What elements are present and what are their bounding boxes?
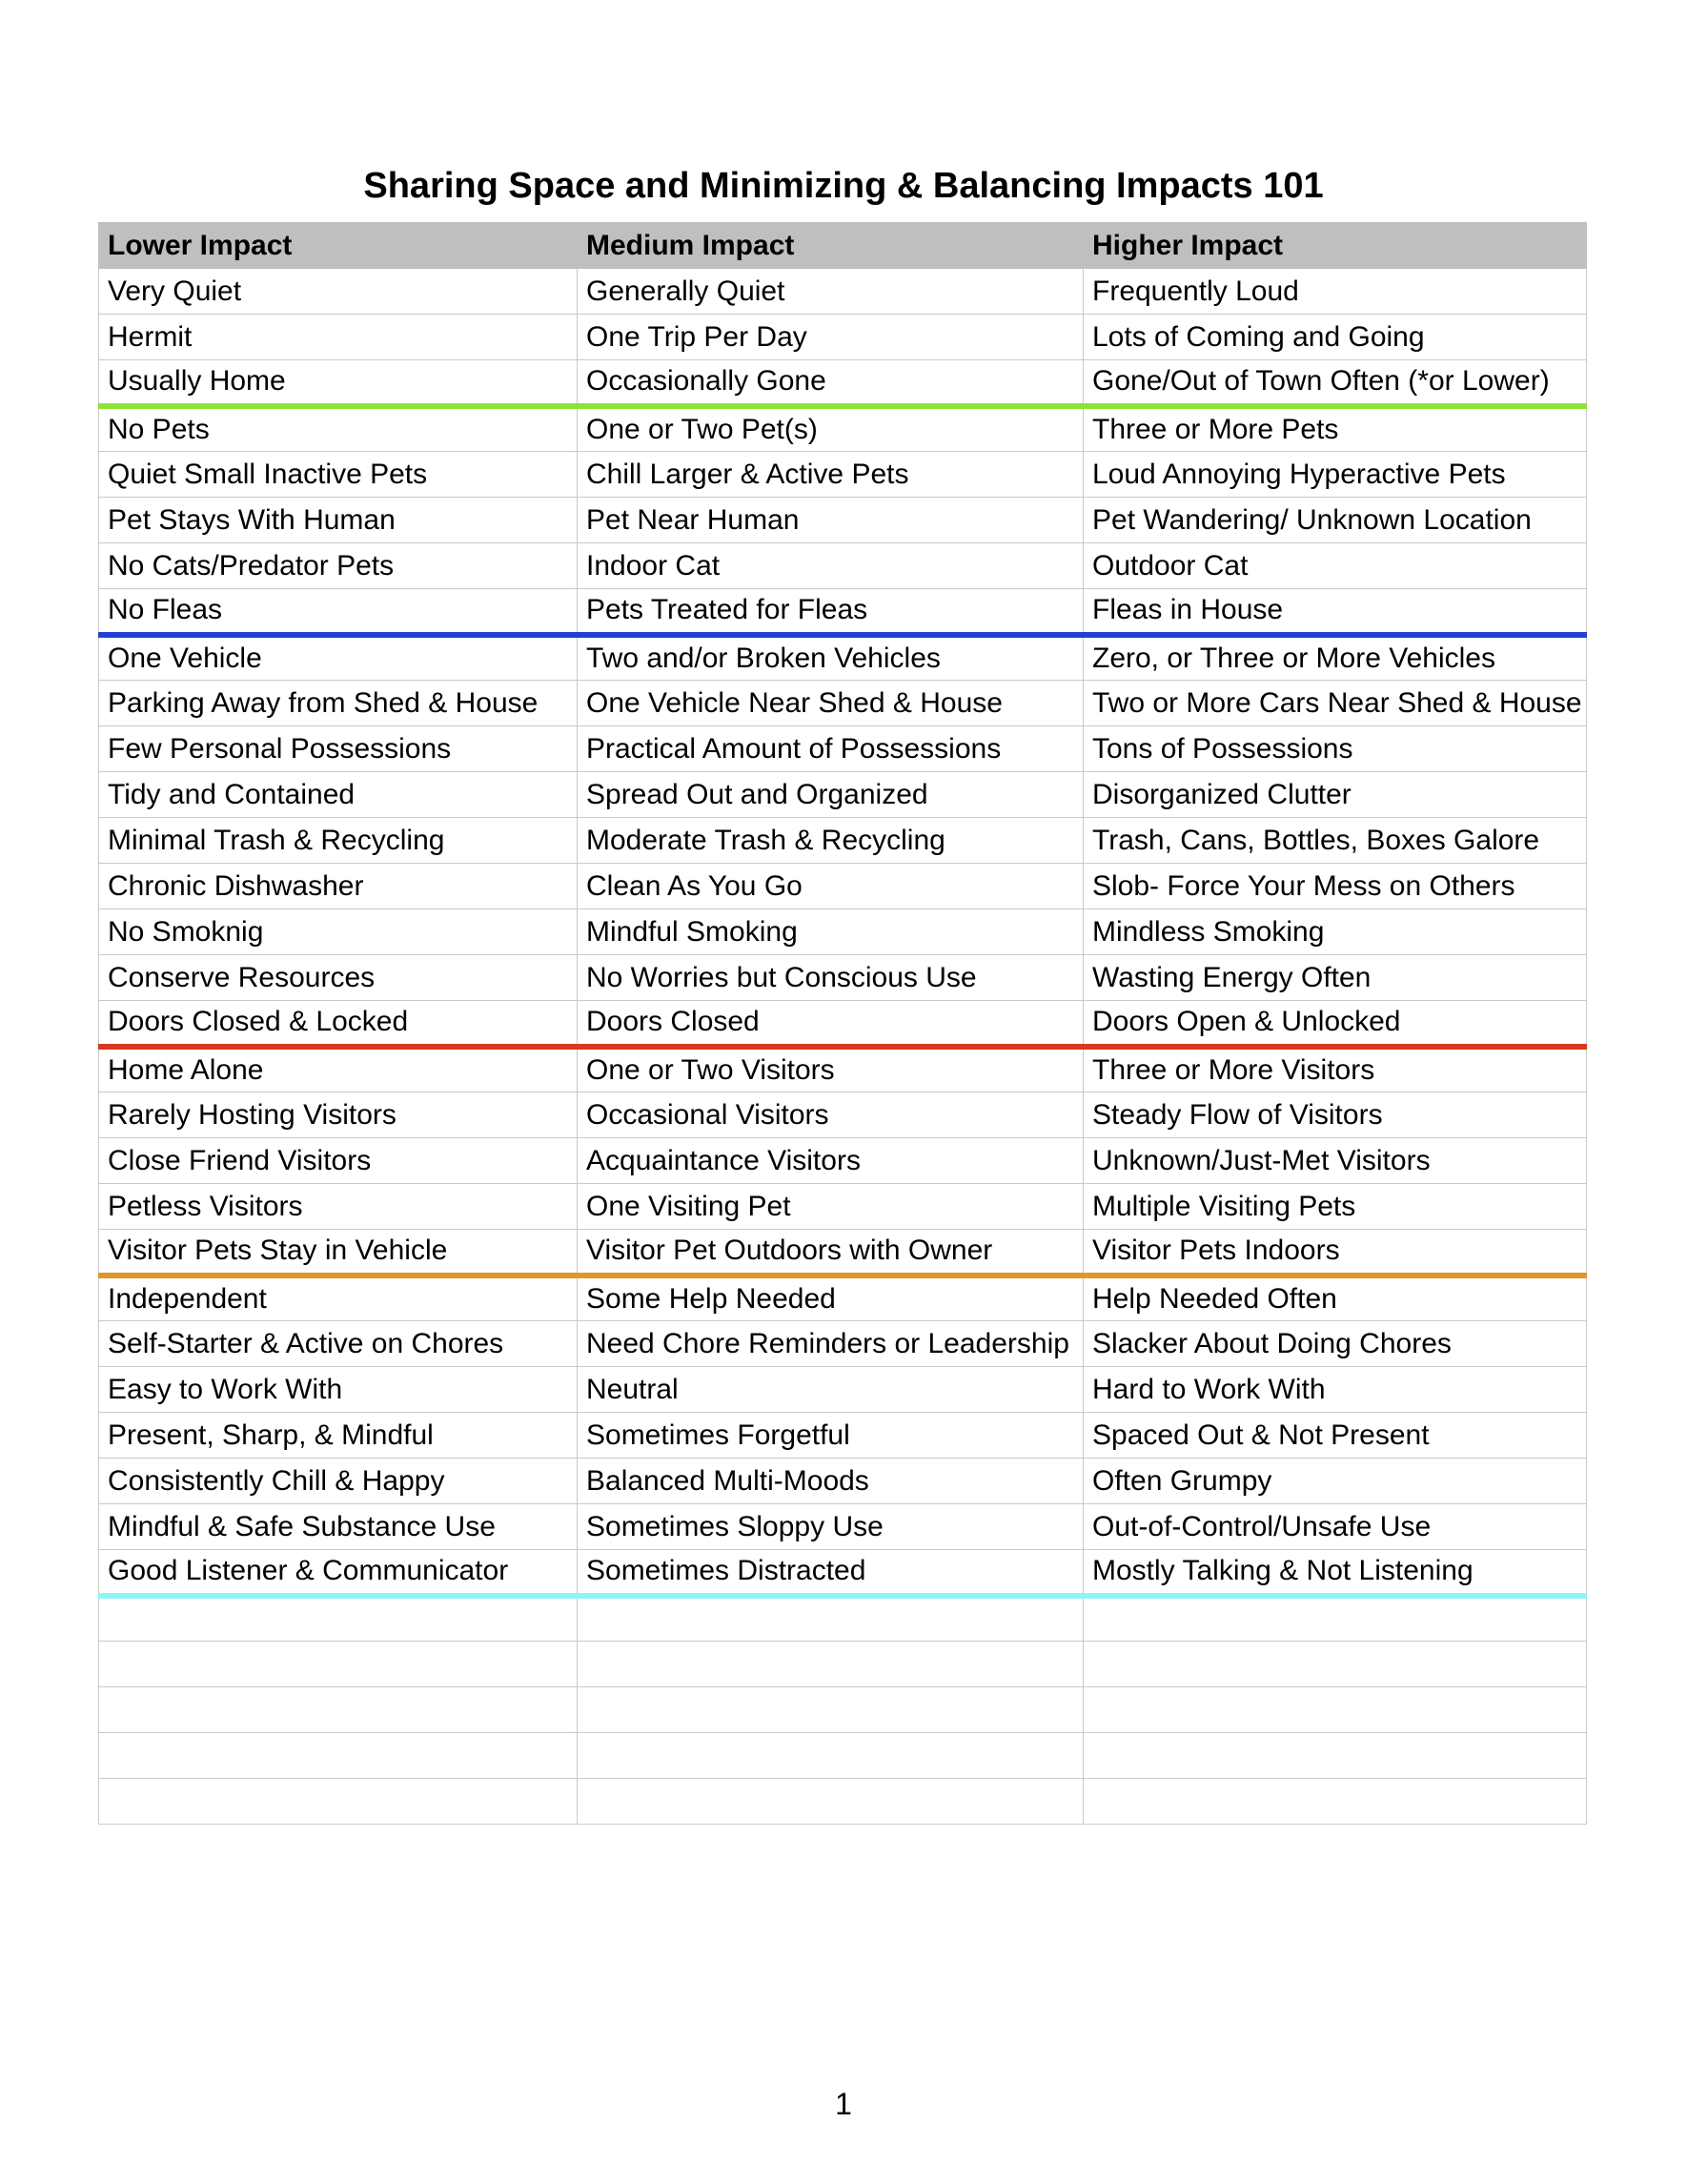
- table-row: [99, 1550, 1587, 1596]
- medium-impact-cell: Two and/or Broken Vehicles: [578, 635, 1084, 681]
- medium-impact-cell: Acquaintance Visitors: [578, 1138, 1084, 1184]
- medium-impact-cell: [578, 1642, 1084, 1687]
- medium-impact-cell: One or Two Visitors: [578, 1047, 1084, 1092]
- higher-impact-cell: Loud Annoying Hyperactive Pets: [1084, 452, 1587, 498]
- higher-impact-cell: Frequently Loud: [1084, 269, 1587, 315]
- lower-impact-cell: Doors Closed & Locked: [99, 1001, 578, 1047]
- higher-impact-cell: Slob- Force Your Mess on Others: [1084, 864, 1587, 909]
- higher-impact-cell: Three or More Pets: [1084, 406, 1587, 452]
- lower-impact-cell: Close Friend Visitors: [99, 1138, 578, 1184]
- medium-impact-cell: Practical Amount of Possessions: [578, 726, 1084, 772]
- higher-impact-cell: Fleas in House: [1084, 589, 1587, 635]
- table-row: [99, 1459, 1587, 1504]
- higher-impact-cell: Tons of Possessions: [1084, 726, 1587, 772]
- table-row: [99, 1001, 1587, 1047]
- table-row: [99, 498, 1587, 543]
- medium-impact-cell: Mindful Smoking: [578, 909, 1084, 955]
- higher-impact-cell: Often Grumpy: [1084, 1459, 1587, 1504]
- table-row: [99, 864, 1587, 909]
- table-row: [99, 1276, 1587, 1321]
- higher-impact-cell: [1084, 1733, 1587, 1779]
- medium-impact-cell: Neutral: [578, 1367, 1084, 1413]
- lower-impact-cell: [99, 1642, 578, 1687]
- column-header-lower-impact: Lower Impact: [99, 223, 578, 269]
- higher-impact-cell: Visitor Pets Indoors: [1084, 1230, 1587, 1276]
- higher-impact-cell: Outdoor Cat: [1084, 543, 1587, 589]
- table-row: [99, 1413, 1587, 1459]
- table-row: [99, 1733, 1587, 1779]
- lower-impact-cell: Petless Visitors: [99, 1184, 578, 1230]
- table-row: [99, 315, 1587, 360]
- medium-impact-cell: Balanced Multi-Moods: [578, 1459, 1084, 1504]
- medium-impact-cell: Visitor Pet Outdoors with Owner: [578, 1230, 1084, 1276]
- lower-impact-cell: Good Listener & Communicator: [99, 1550, 578, 1596]
- lower-impact-cell: Very Quiet: [99, 269, 578, 315]
- impact-table: [98, 222, 1587, 1825]
- lower-impact-cell: Present, Sharp, & Mindful: [99, 1413, 578, 1459]
- higher-impact-cell: Wasting Energy Often: [1084, 955, 1587, 1001]
- lower-impact-cell: Home Alone: [99, 1047, 578, 1092]
- medium-impact-cell: Sometimes Sloppy Use: [578, 1504, 1084, 1550]
- lower-impact-cell: Rarely Hosting Visitors: [99, 1092, 578, 1138]
- higher-impact-cell: Spaced Out & Not Present: [1084, 1413, 1587, 1459]
- table-row: [99, 772, 1587, 818]
- medium-impact-cell: Need Chore Reminders or Leadership: [578, 1321, 1084, 1367]
- table-row: [99, 1504, 1587, 1550]
- table-row: [99, 1642, 1587, 1687]
- column-header-medium-impact: Medium Impact: [578, 223, 1084, 269]
- medium-impact-cell: One Visiting Pet: [578, 1184, 1084, 1230]
- medium-impact-cell: Some Help Needed: [578, 1276, 1084, 1321]
- higher-impact-cell: Zero, or Three or More Vehicles: [1084, 635, 1587, 681]
- medium-impact-cell: [578, 1687, 1084, 1733]
- lower-impact-cell: Consistently Chill & Happy: [99, 1459, 578, 1504]
- medium-impact-cell: Indoor Cat: [578, 543, 1084, 589]
- table-row: [99, 955, 1587, 1001]
- medium-impact-cell: Sometimes Distracted: [578, 1550, 1084, 1596]
- table-row: [99, 1184, 1587, 1230]
- higher-impact-cell: Gone/Out of Town Often (*or Lower): [1084, 360, 1587, 406]
- table-row: [99, 406, 1587, 452]
- table-row: [99, 543, 1587, 589]
- higher-impact-cell: [1084, 1596, 1587, 1642]
- higher-impact-cell: Multiple Visiting Pets: [1084, 1184, 1587, 1230]
- lower-impact-cell: [99, 1596, 578, 1642]
- medium-impact-cell: Moderate Trash & Recycling: [578, 818, 1084, 864]
- higher-impact-cell: Out-of-Control/Unsafe Use: [1084, 1504, 1587, 1550]
- higher-impact-cell: [1084, 1779, 1587, 1825]
- table-row: [99, 452, 1587, 498]
- medium-impact-cell: Occasional Visitors: [578, 1092, 1084, 1138]
- table-row: [99, 681, 1587, 726]
- lower-impact-cell: Self-Starter & Active on Chores: [99, 1321, 578, 1367]
- higher-impact-cell: Lots of Coming and Going: [1084, 315, 1587, 360]
- higher-impact-cell: Mindless Smoking: [1084, 909, 1587, 955]
- medium-impact-cell: Chill Larger & Active Pets: [578, 452, 1084, 498]
- higher-impact-cell: Steady Flow of Visitors: [1084, 1092, 1587, 1138]
- medium-impact-cell: Pet Near Human: [578, 498, 1084, 543]
- lower-impact-cell: Pet Stays With Human: [99, 498, 578, 543]
- lower-impact-cell: Chronic Dishwasher: [99, 864, 578, 909]
- lower-impact-cell: Mindful & Safe Substance Use: [99, 1504, 578, 1550]
- table-row: [99, 1367, 1587, 1413]
- table-row: [99, 909, 1587, 955]
- medium-impact-cell: [578, 1596, 1084, 1642]
- medium-impact-cell: Generally Quiet: [578, 269, 1084, 315]
- lower-impact-cell: Tidy and Contained: [99, 772, 578, 818]
- lower-impact-cell: Independent: [99, 1276, 578, 1321]
- lower-impact-cell: No Smoknig: [99, 909, 578, 955]
- table-row: [99, 726, 1587, 772]
- header-row: [99, 223, 1587, 269]
- higher-impact-cell: Three or More Visitors: [1084, 1047, 1587, 1092]
- table-row: [99, 818, 1587, 864]
- lower-impact-cell: No Fleas: [99, 589, 578, 635]
- higher-impact-cell: Two or More Cars Near Shed & House: [1084, 681, 1587, 726]
- lower-impact-cell: Few Personal Possessions: [99, 726, 578, 772]
- column-header-higher-impact: Higher Impact: [1084, 223, 1587, 269]
- table-row: [99, 1047, 1587, 1092]
- table-row: [99, 1321, 1587, 1367]
- lower-impact-cell: Hermit: [99, 315, 578, 360]
- medium-impact-cell: [578, 1779, 1084, 1825]
- table-body: [99, 269, 1587, 1825]
- table-row: [99, 635, 1587, 681]
- table-row: [99, 1230, 1587, 1276]
- lower-impact-cell: Visitor Pets Stay in Vehicle: [99, 1230, 578, 1276]
- medium-impact-cell: Doors Closed: [578, 1001, 1084, 1047]
- medium-impact-cell: Sometimes Forgetful: [578, 1413, 1084, 1459]
- lower-impact-cell: One Vehicle: [99, 635, 578, 681]
- lower-impact-cell: [99, 1687, 578, 1733]
- table-row: [99, 1138, 1587, 1184]
- lower-impact-cell: Minimal Trash & Recycling: [99, 818, 578, 864]
- higher-impact-cell: Help Needed Often: [1084, 1276, 1587, 1321]
- higher-impact-cell: [1084, 1687, 1587, 1733]
- table-row: [99, 1779, 1587, 1825]
- medium-impact-cell: Pets Treated for Fleas: [578, 589, 1084, 635]
- higher-impact-cell: Unknown/Just-Met Visitors: [1084, 1138, 1587, 1184]
- higher-impact-cell: Mostly Talking & Not Listening: [1084, 1550, 1587, 1596]
- higher-impact-cell: Doors Open & Unlocked: [1084, 1001, 1587, 1047]
- higher-impact-cell: Slacker About Doing Chores: [1084, 1321, 1587, 1367]
- medium-impact-cell: One Vehicle Near Shed & House: [578, 681, 1084, 726]
- higher-impact-cell: Pet Wandering/ Unknown Location: [1084, 498, 1587, 543]
- medium-impact-cell: [578, 1733, 1084, 1779]
- medium-impact-cell: Spread Out and Organized: [578, 772, 1084, 818]
- medium-impact-cell: One Trip Per Day: [578, 315, 1084, 360]
- lower-impact-cell: Parking Away from Shed & House: [99, 681, 578, 726]
- higher-impact-cell: Trash, Cans, Bottles, Boxes Galore: [1084, 818, 1587, 864]
- table-row: [99, 589, 1587, 635]
- table-row: [99, 269, 1587, 315]
- higher-impact-cell: [1084, 1642, 1587, 1687]
- medium-impact-cell: Clean As You Go: [578, 864, 1084, 909]
- higher-impact-cell: Hard to Work With: [1084, 1367, 1587, 1413]
- lower-impact-cell: [99, 1779, 578, 1825]
- table-row: [99, 1687, 1587, 1733]
- page-number: 1: [835, 2087, 852, 2121]
- lower-impact-cell: Easy to Work With: [99, 1367, 578, 1413]
- table-row: [99, 1596, 1587, 1642]
- medium-impact-cell: Occasionally Gone: [578, 360, 1084, 406]
- lower-impact-cell: Conserve Resources: [99, 955, 578, 1001]
- page-title: Sharing Space and Minimizing & Balancing Impacts 101: [363, 166, 1324, 206]
- higher-impact-cell: Disorganized Clutter: [1084, 772, 1587, 818]
- table-row: [99, 360, 1587, 406]
- lower-impact-cell: Usually Home: [99, 360, 578, 406]
- medium-impact-cell: No Worries but Conscious Use: [578, 955, 1084, 1001]
- table-row: [99, 1092, 1587, 1138]
- lower-impact-cell: Quiet Small Inactive Pets: [99, 452, 578, 498]
- lower-impact-cell: No Pets: [99, 406, 578, 452]
- medium-impact-cell: One or Two Pet(s): [578, 406, 1084, 452]
- lower-impact-cell: No Cats/Predator Pets: [99, 543, 578, 589]
- lower-impact-cell: [99, 1733, 578, 1779]
